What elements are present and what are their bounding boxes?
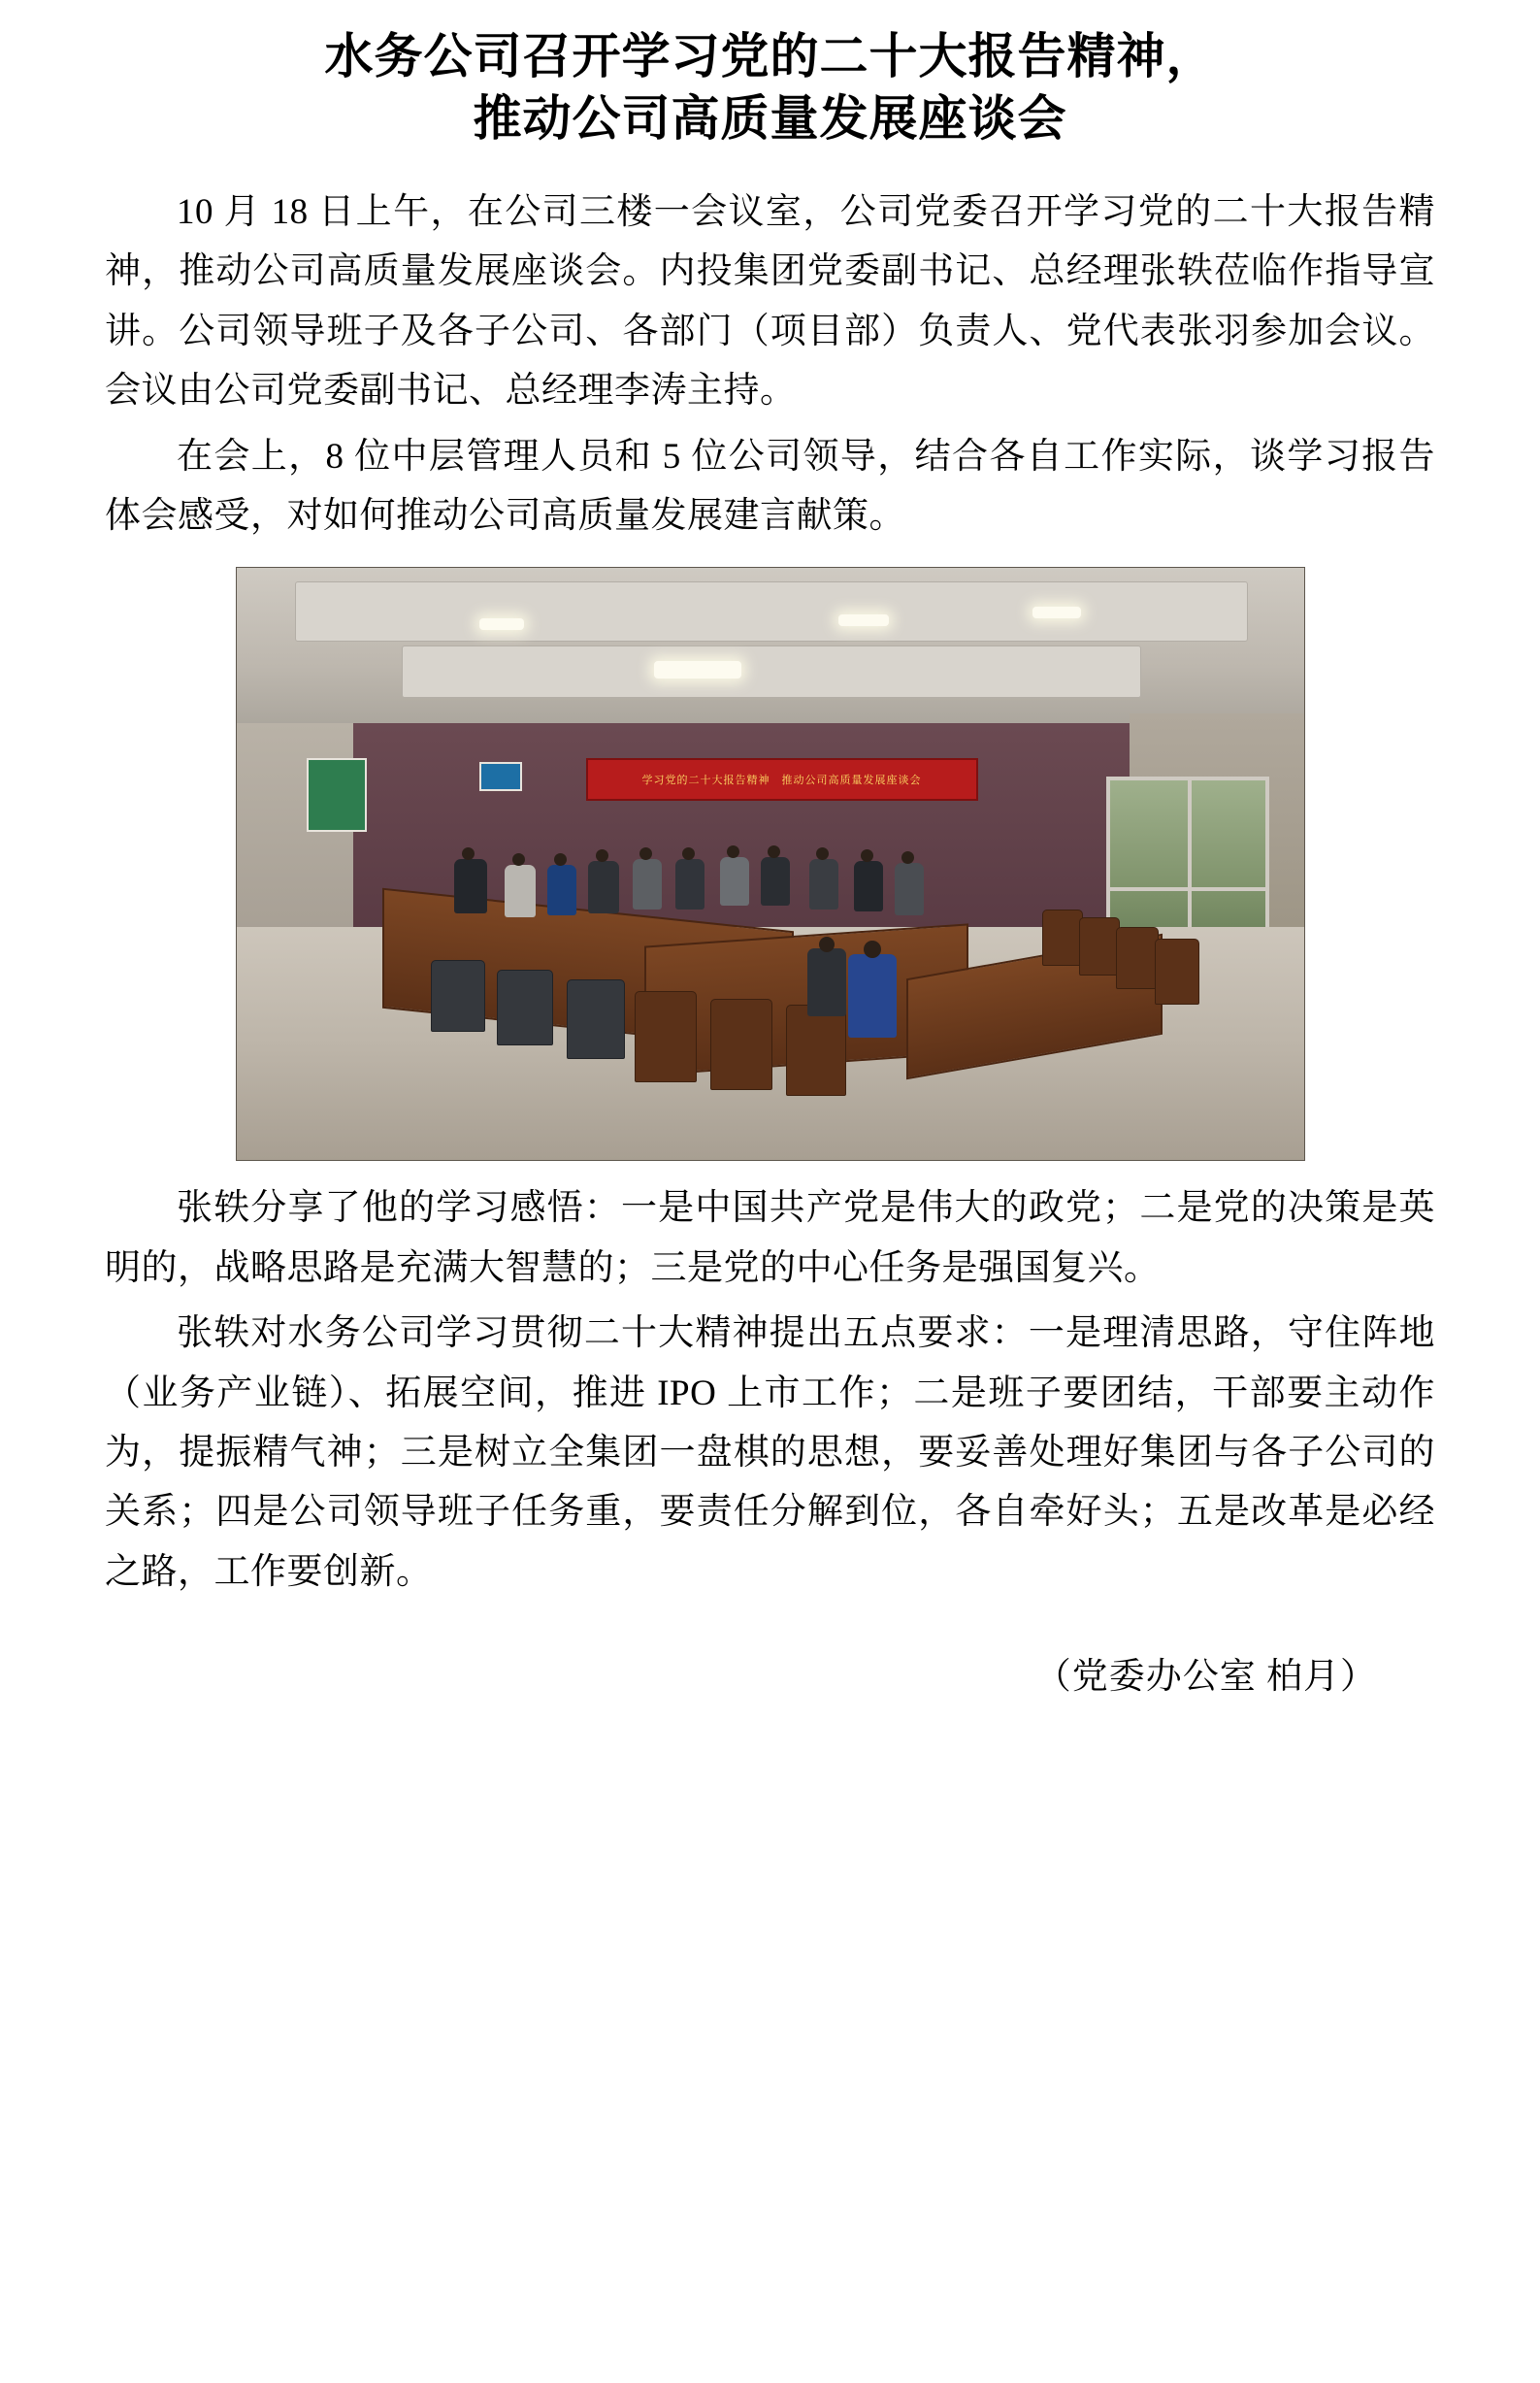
page-title (105, 25, 1435, 149)
paragraph-1: 10 月 18 日上午，在公司三楼一会议室，公司党委召开学习党的二十大报告精神，推动公司高质量发展座谈会。内投集团党委副书记、总经理张轶莅临作指导宣讲。公司领导班子及各子公司、各部门（项目部）负责人、党代表张羽参加会议。会议由公司党委副书记、总经理李涛主持。 (105, 192, 1435, 412)
photo-banner-text: 学习党的二十大报告精神 推动公司高质量发展座谈会 (586, 758, 978, 801)
wall-poster (307, 758, 367, 832)
ceiling-panel (295, 581, 1248, 642)
title-line-1: 水务公司召开学习党的二十大报告精神， (324, 29, 1216, 83)
attendee-head (819, 937, 835, 952)
chair (1042, 910, 1083, 966)
ceiling-light (1032, 607, 1081, 618)
paragraph-3: 张轶分享了他的学习感悟：一是中国共产党是伟大的政党；二是党的决策是英明的，战略思路是充满大智慧的；三是党的中心任务是强国复兴。 (105, 1188, 1435, 1288)
attendee-head (554, 853, 567, 866)
wall-poster (479, 762, 522, 791)
attendee (807, 948, 846, 1016)
ceiling-light (838, 614, 889, 626)
chair (635, 991, 697, 1082)
attendee-head (768, 845, 780, 858)
attendee (809, 859, 838, 910)
chair (1155, 939, 1199, 1005)
attendee-head (512, 853, 525, 866)
paragraph-2: 在会上，8 位中层管理人员和 5 位公司领导，结合各自工作实际，谈学习报告体会感受，对如何推动公司高质量发展建言献策。 (105, 436, 1435, 537)
meeting-photo-container (105, 567, 1435, 1161)
document-credit: （党委办公室 柏月） (1034, 1657, 1377, 1698)
attendee (675, 859, 704, 910)
title-line-2: 推动公司高质量发展座谈会 (473, 91, 1067, 146)
ceiling-panel (402, 645, 1141, 698)
chair (786, 1005, 846, 1096)
attendee-head (864, 941, 881, 958)
attendee-head (639, 847, 652, 860)
chair (710, 999, 772, 1090)
attendee-head (462, 847, 475, 860)
attendee-head (682, 847, 695, 860)
ceiling-light (479, 618, 524, 630)
attendee (895, 863, 924, 915)
attendee (547, 865, 576, 915)
attendee-head (901, 851, 914, 864)
attendee-head (727, 845, 739, 858)
chair (1079, 917, 1120, 976)
attendee (454, 859, 487, 913)
attendee (588, 861, 619, 913)
chair (1116, 927, 1159, 989)
attendee (854, 861, 883, 911)
chair (497, 970, 553, 1045)
chair (567, 979, 625, 1059)
attendee-head (596, 849, 608, 862)
ceiling-light (654, 661, 741, 678)
window-mullion (1110, 887, 1265, 891)
attendee (505, 865, 536, 917)
attendee (848, 954, 897, 1038)
attendee-head (861, 849, 873, 862)
chair (431, 960, 485, 1032)
attendee (720, 857, 749, 906)
meeting-photo (236, 567, 1305, 1161)
attendee (761, 857, 790, 906)
attendee (633, 859, 662, 910)
paragraph-4: 张轶对水务公司学习贯彻二十大精神提出五点要求：一是理清思路，守住阵地（业务产业链）、拓展空间，推进 IPO 上市工作；二是班子要团结，干部要主动作为，提振精气神；三是树立全集团一盘棋的思想，要妥善处理好集团与各子公司的关系；四是公司领导班子任务重，要责任分解到位，各自牵好头；五是改革是必经之路，工作要创新。 (105, 1313, 1435, 1592)
attendee-head (816, 847, 829, 860)
